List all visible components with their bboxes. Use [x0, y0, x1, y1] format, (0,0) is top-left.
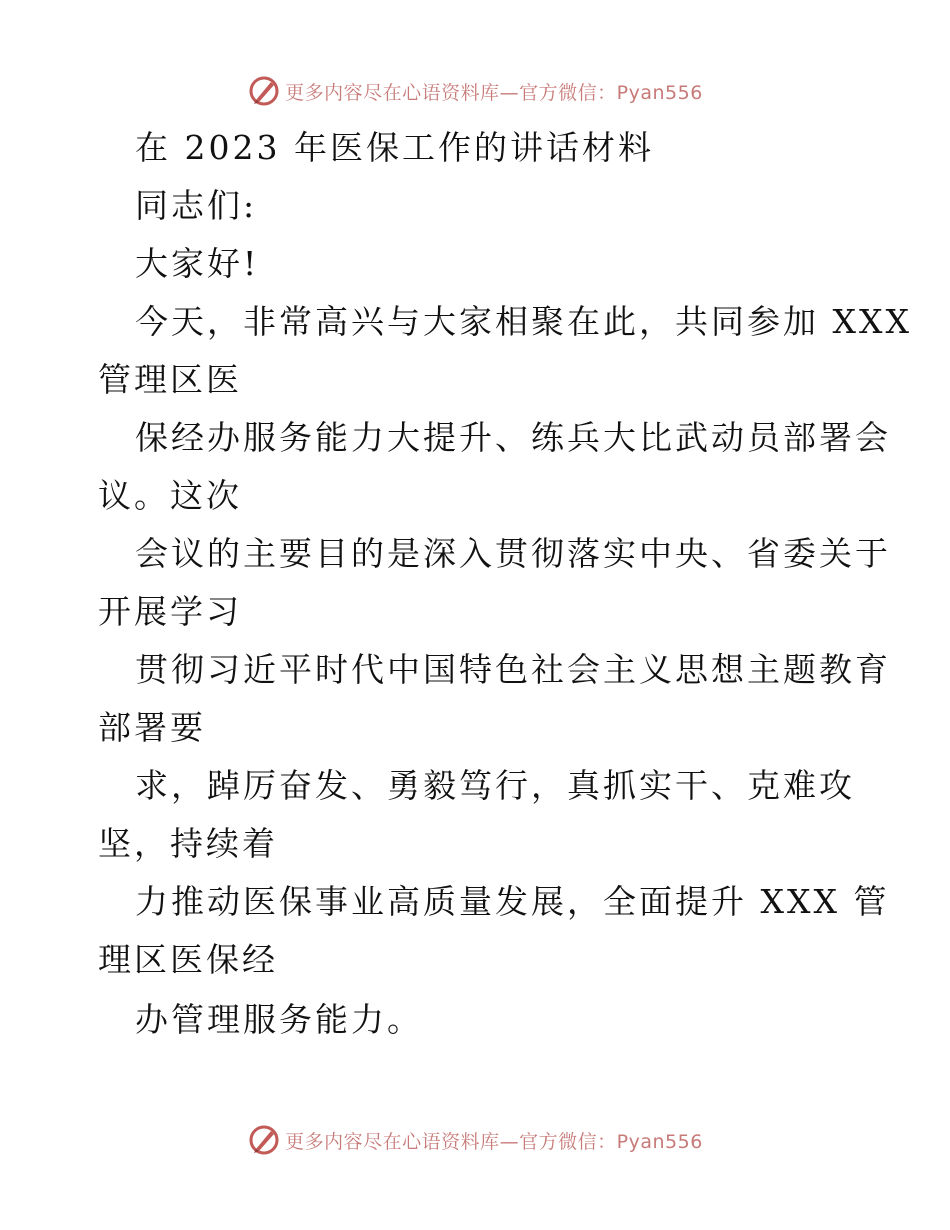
text-line: 保经办服务能力大提升、练兵大比武动员部署会: [135, 418, 891, 457]
text-line: 贯彻习近平时代中国特色社会主义思想主题教育: [135, 650, 891, 689]
text-line: 部署要: [98, 708, 206, 747]
text-line: 开展学习: [98, 592, 242, 631]
pen-seal-icon: [247, 1123, 281, 1157]
text-line: 管理区医: [98, 360, 242, 399]
text-line: 同志们:: [135, 186, 258, 225]
footer-watermark: [0, 1120, 950, 1160]
text-line: 会议的主要目的是深入贯彻落实中央、省委关于: [135, 534, 891, 573]
header-watermark: [0, 71, 950, 111]
text-line: 坚，持续着: [98, 824, 278, 863]
text-line: 求，踔厉奋发、勇毅笃行，真抓实干、克难攻: [135, 766, 855, 805]
pen-seal-icon: [247, 74, 281, 108]
text-line: 理区医保经: [98, 940, 278, 979]
watermark-text: 更多内容尽在心语资料库—官方微信：Pyan556: [285, 1130, 703, 1153]
text-line: 今天，非常高兴与大家相聚在此，共同参加 XXX: [135, 302, 912, 341]
text-line: 力推动医保事业高质量发展，全面提升 XXX 管: [135, 882, 890, 921]
watermark-text: 更多内容尽在心语资料库—官方微信：Pyan556: [285, 81, 703, 104]
document-title: 在 2023 年医保工作的讲话材料: [135, 128, 654, 167]
text-line: 大家好!: [135, 244, 260, 283]
text-line: 办管理服务能力。: [135, 1000, 423, 1039]
text-line: 议。这次: [98, 476, 242, 515]
